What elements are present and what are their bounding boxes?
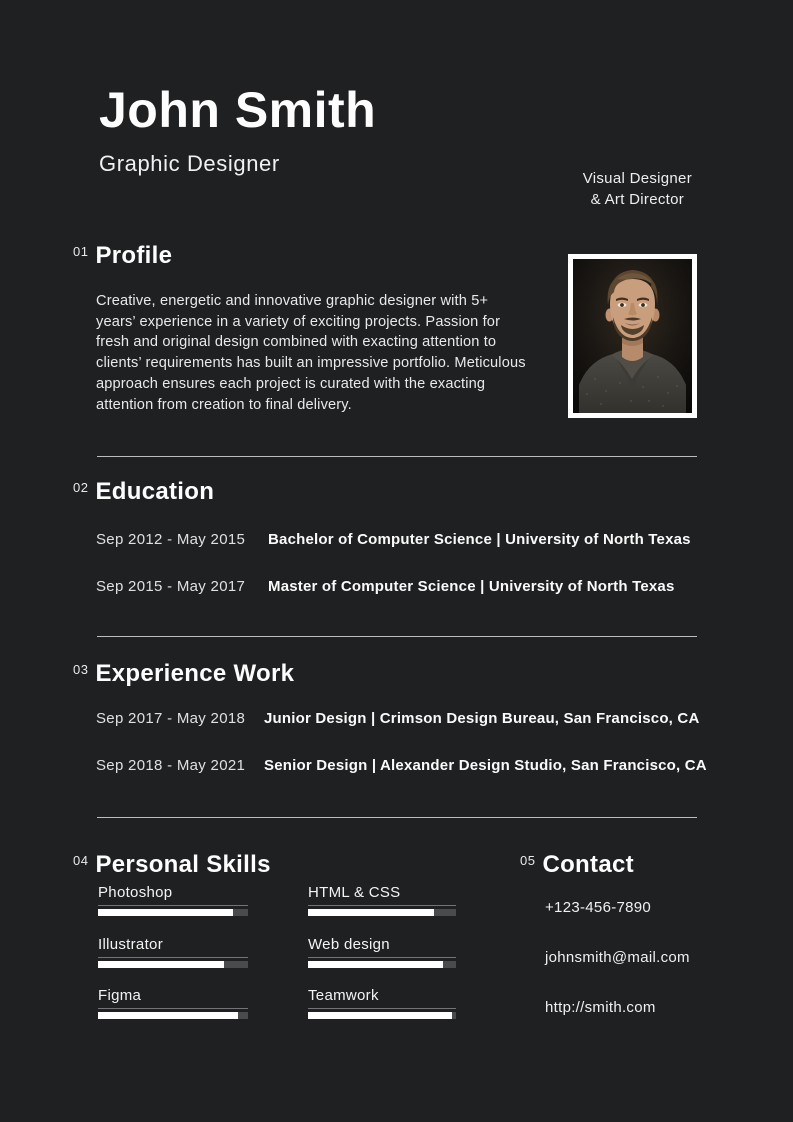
contact-email: johnsmith@mail.com bbox=[545, 949, 690, 966]
skill-label: Teamwork bbox=[308, 987, 379, 1004]
skill-fill bbox=[308, 1012, 452, 1019]
job-title: Graphic Designer bbox=[99, 151, 280, 176]
side-role-line2: & Art Director bbox=[590, 191, 685, 208]
skill-rule bbox=[308, 905, 456, 906]
skill-bar bbox=[98, 961, 248, 968]
section-heading-profile bbox=[73, 243, 172, 269]
skill-bar bbox=[98, 909, 248, 916]
skill-rule bbox=[308, 957, 456, 958]
section-heading-experience bbox=[73, 661, 294, 687]
education-detail: Bachelor of Computer Science | University of North Texas bbox=[268, 531, 691, 548]
section-heading-education bbox=[73, 479, 214, 505]
profile-photo bbox=[568, 254, 697, 418]
section-title: Education bbox=[95, 478, 215, 505]
section-number: 03 bbox=[73, 662, 89, 677]
section-title: Profile bbox=[95, 242, 173, 269]
skill-fill bbox=[98, 909, 233, 916]
skill-rule bbox=[308, 1008, 456, 1009]
page-title: John Smith bbox=[99, 82, 377, 138]
contact-website: http://smith.com bbox=[545, 999, 656, 1016]
skill-fill bbox=[308, 909, 434, 916]
skill-fill bbox=[308, 961, 443, 968]
skill-fill bbox=[98, 1012, 238, 1019]
section-divider bbox=[97, 636, 697, 637]
section-number: 01 bbox=[73, 244, 89, 259]
skill-web-design bbox=[308, 936, 456, 968]
experience-row bbox=[96, 757, 707, 774]
experience-dates: Sep 2018 - May 2021 bbox=[96, 757, 246, 774]
skill-label: Photoshop bbox=[98, 884, 173, 901]
section-heading-skills bbox=[73, 852, 271, 878]
skill-label: Web design bbox=[308, 936, 390, 953]
education-row bbox=[96, 531, 691, 548]
skill-label: Illustrator bbox=[98, 936, 163, 953]
profile-summary: Creative, energetic and innovative graphic designer with 5+ years’ experience in a variety of exciting projects. Passion for fresh and original design combined with exacting attention to clients’ requirements has built an impressive portfolio. Meticulous approach ensures each project is curated with the exacting attention from creation to final delivery. bbox=[96, 293, 526, 413]
section-title: Personal Skills bbox=[95, 851, 271, 878]
experience-detail: Junior Design | Crimson Design Bureau, San Francisco, CA bbox=[264, 710, 700, 727]
skill-label: Figma bbox=[98, 987, 142, 1004]
side-role-line1: Visual Designer bbox=[582, 170, 692, 187]
section-number: 05 bbox=[520, 853, 536, 868]
section-divider bbox=[97, 817, 697, 818]
section-number: 04 bbox=[73, 853, 89, 868]
skill-rule bbox=[98, 957, 248, 958]
contact-phone: +123-456-7890 bbox=[545, 899, 652, 916]
skill-fill bbox=[98, 961, 224, 968]
skill-teamwork bbox=[308, 987, 456, 1019]
section-number: 02 bbox=[73, 480, 89, 495]
experience-row bbox=[96, 710, 700, 727]
education-row bbox=[96, 578, 674, 595]
skill-illustrator bbox=[98, 936, 248, 968]
skill-rule bbox=[98, 1008, 248, 1009]
education-detail: Master of Computer Science | University of North Texas bbox=[268, 578, 675, 595]
skill-bar bbox=[308, 909, 456, 916]
skill-figma bbox=[98, 987, 248, 1019]
education-dates: Sep 2015 - May 2017 bbox=[96, 578, 246, 595]
skill-rule bbox=[98, 905, 248, 906]
experience-dates: Sep 2017 - May 2018 bbox=[96, 710, 246, 727]
section-heading-contact bbox=[520, 852, 634, 878]
section-title: Contact bbox=[542, 851, 634, 878]
skill-bar bbox=[308, 1012, 456, 1019]
side-role bbox=[583, 168, 692, 210]
skill-label: HTML & CSS bbox=[308, 884, 401, 901]
skill-html-css bbox=[308, 884, 456, 916]
section-title: Experience Work bbox=[95, 660, 295, 687]
section-divider bbox=[97, 456, 697, 457]
education-dates: Sep 2012 - May 2015 bbox=[96, 531, 246, 548]
skill-bar bbox=[308, 961, 456, 968]
skill-photoshop bbox=[98, 884, 248, 916]
skill-bar bbox=[98, 1012, 248, 1019]
experience-detail: Senior Design | Alexander Design Studio, San Francisco, CA bbox=[264, 757, 707, 774]
portrait-illustration bbox=[573, 259, 692, 413]
